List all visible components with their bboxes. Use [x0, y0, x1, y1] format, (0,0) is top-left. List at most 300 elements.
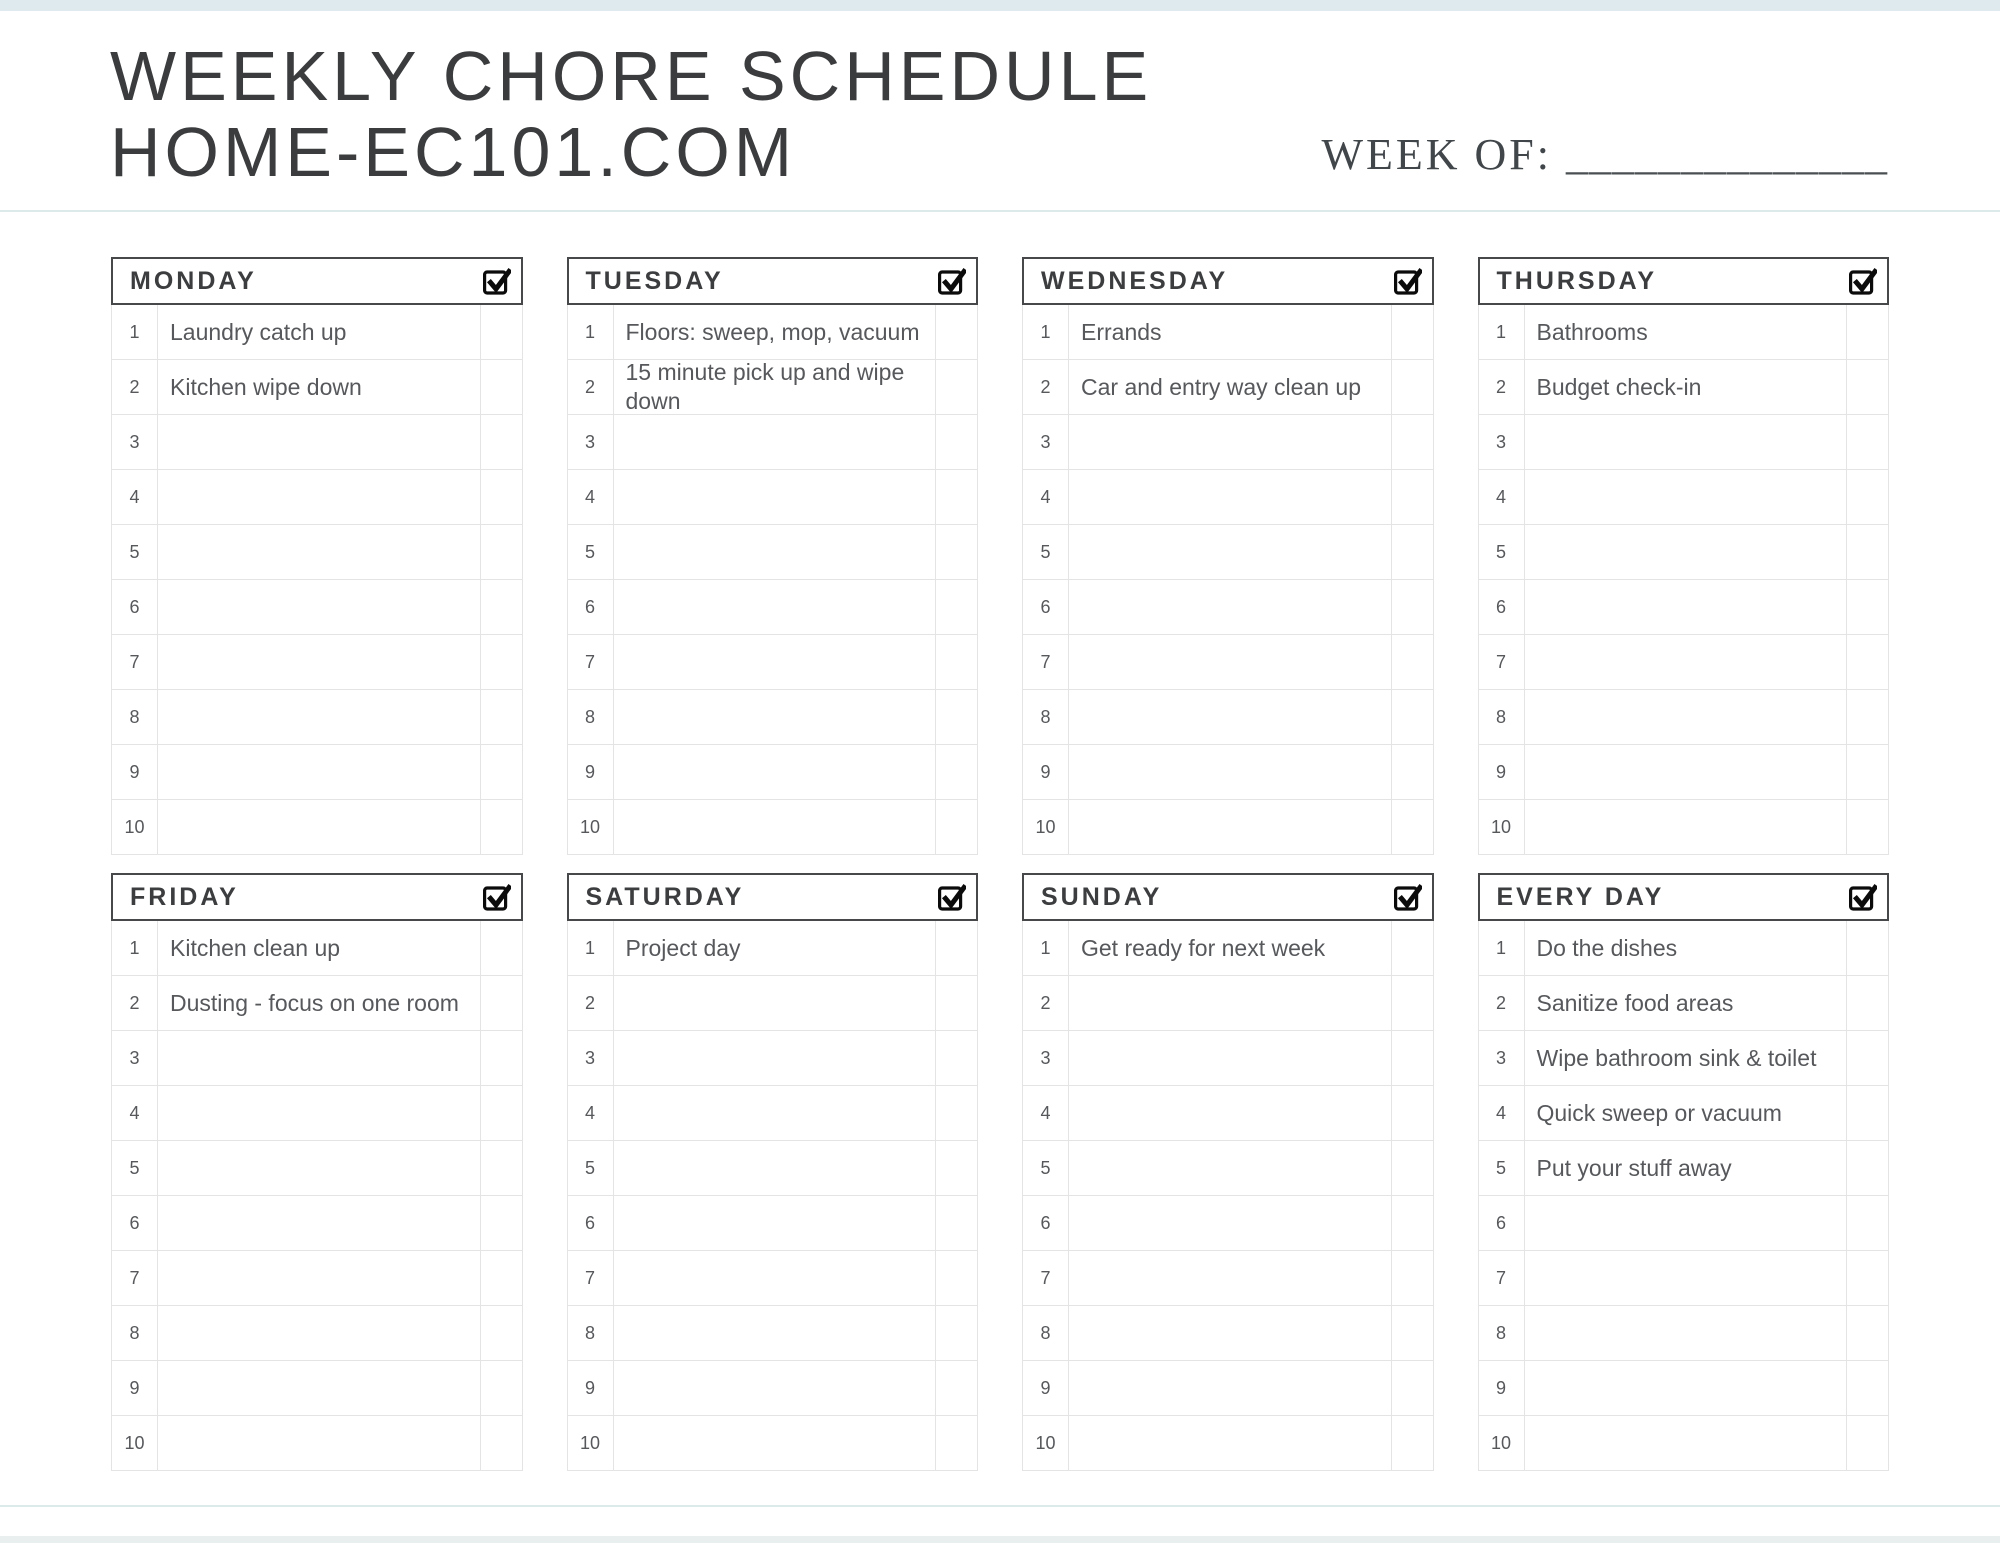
- row-number: 8: [568, 690, 614, 744]
- task-check-cell: [1846, 976, 1888, 1030]
- row-number: 9: [112, 1361, 158, 1415]
- day-name-label: THURSDAY: [1496, 266, 1658, 295]
- chore-row-5: [1023, 1141, 1433, 1196]
- task-check-cell: [1391, 580, 1433, 634]
- chore-row-2: [568, 976, 978, 1031]
- chore-rows: [111, 305, 523, 855]
- task-check-cell: [1391, 800, 1433, 854]
- row-number: 4: [1479, 470, 1525, 524]
- row-number: 5: [1023, 1141, 1069, 1195]
- task-cell: [1525, 415, 1847, 469]
- task-check-cell: [935, 1031, 977, 1085]
- checked-checkbox-icon: [1393, 267, 1422, 296]
- row-number: 8: [568, 1306, 614, 1360]
- task-cell: Put your stuff away: [1536, 1154, 1732, 1181]
- task-check-cell: [935, 976, 977, 1030]
- row-number: 7: [1023, 1251, 1069, 1305]
- day-cards-grid: [0, 257, 2000, 1471]
- row-number: 9: [1023, 1361, 1069, 1415]
- row-number: 10: [1023, 800, 1069, 854]
- task-cell: [1525, 690, 1847, 744]
- chore-row-10: [568, 1416, 978, 1471]
- chore-row-7: [568, 1251, 978, 1306]
- task-check-cell: [1391, 745, 1433, 799]
- task-cell: Do the dishes: [1536, 934, 1678, 961]
- day-card-header: [1478, 257, 1890, 305]
- row-number: 2: [1023, 976, 1069, 1030]
- task-cell: [158, 1031, 480, 1085]
- task-cell: [158, 635, 480, 689]
- row-number: 7: [1479, 1251, 1525, 1305]
- footer-divider: [0, 1505, 2000, 1507]
- day-name-label: MONDAY: [130, 266, 257, 295]
- task-check-cell: [1391, 305, 1433, 359]
- chore-row-1: [1479, 921, 1889, 976]
- task-check-cell: [935, 1141, 977, 1195]
- task-check-cell: [1391, 921, 1433, 975]
- chore-row-5: [112, 525, 522, 580]
- chore-row-5: [568, 1141, 978, 1196]
- row-number: 4: [1479, 1086, 1525, 1140]
- task-cell: [158, 1086, 480, 1140]
- chore-rows: [1022, 921, 1434, 1471]
- task-cell: Floors: sweep, mop, vacuum: [625, 318, 920, 345]
- task-cell: [1525, 1306, 1847, 1360]
- chore-row-1: [112, 921, 522, 976]
- task-cell: [1069, 745, 1391, 799]
- chore-row-2: [1479, 360, 1889, 415]
- task-cell: Bathrooms: [1536, 318, 1648, 345]
- chore-row-5: [1479, 1141, 1889, 1196]
- task-check-cell: [1391, 1361, 1433, 1415]
- row-number: 8: [112, 690, 158, 744]
- day-card-friday: [111, 873, 523, 1471]
- chore-row-4: [1023, 470, 1433, 525]
- chore-row-3: [568, 415, 978, 470]
- task-cell: [614, 415, 936, 469]
- chore-row-5: [568, 525, 978, 580]
- row-number: 10: [1479, 800, 1525, 854]
- task-cell: [614, 525, 936, 579]
- bottom-accent-strip: [0, 1536, 2000, 1543]
- task-cell: [614, 470, 936, 524]
- task-check-cell: [935, 1361, 977, 1415]
- task-cell: [614, 976, 936, 1030]
- top-accent-strip: [0, 0, 2000, 11]
- task-check-cell: [935, 1416, 977, 1470]
- chore-row-7: [1023, 635, 1433, 690]
- row-number: 10: [112, 800, 158, 854]
- row-number: 6: [1023, 580, 1069, 634]
- chore-row-4: [112, 470, 522, 525]
- task-check-cell: [1846, 1416, 1888, 1470]
- page-title-line2: HOME-EC101.COM: [110, 112, 797, 191]
- chore-row-6: [112, 1196, 522, 1251]
- task-check-cell: [935, 1086, 977, 1140]
- task-check-cell: [1846, 415, 1888, 469]
- row-number: 8: [112, 1306, 158, 1360]
- chore-row-5: [1479, 525, 1889, 580]
- task-cell: Kitchen clean up: [170, 934, 341, 961]
- task-cell: [158, 1141, 480, 1195]
- row-number: 4: [112, 470, 158, 524]
- task-cell: [614, 1196, 936, 1250]
- page-title: [110, 39, 1152, 190]
- row-number: 1: [1023, 921, 1069, 975]
- chore-rows: [1022, 305, 1434, 855]
- task-cell: Kitchen wipe down: [170, 373, 362, 400]
- row-number: 7: [1479, 635, 1525, 689]
- chore-row-8: [112, 690, 522, 745]
- task-cell: [1069, 976, 1391, 1030]
- task-check-cell: [480, 415, 522, 469]
- row-number: 10: [568, 1416, 614, 1470]
- task-cell: [1525, 470, 1847, 524]
- day-card-header: [567, 873, 979, 921]
- task-cell: [614, 1031, 936, 1085]
- chore-row-6: [568, 1196, 978, 1251]
- task-check-cell: [1846, 1141, 1888, 1195]
- task-check-cell: [480, 1251, 522, 1305]
- task-check-cell: [1846, 1306, 1888, 1360]
- chore-row-2: [112, 360, 522, 415]
- chore-row-8: [1023, 690, 1433, 745]
- task-cell: [614, 745, 936, 799]
- chore-row-7: [1479, 635, 1889, 690]
- task-cell: [1069, 525, 1391, 579]
- row-number: 3: [1479, 415, 1525, 469]
- task-check-cell: [935, 690, 977, 744]
- task-check-cell: [1846, 1031, 1888, 1085]
- task-check-cell: [935, 800, 977, 854]
- chore-row-4: [568, 470, 978, 525]
- task-cell: [158, 470, 480, 524]
- task-check-cell: [935, 1306, 977, 1360]
- row-number: 9: [1479, 745, 1525, 799]
- task-cell: [158, 525, 480, 579]
- day-card-sunday: [1022, 873, 1434, 1471]
- task-cell: [158, 800, 480, 854]
- task-cell: [1525, 745, 1847, 799]
- row-number: 3: [568, 415, 614, 469]
- task-check-cell: [1391, 976, 1433, 1030]
- task-cell: [614, 635, 936, 689]
- task-cell: [158, 1361, 480, 1415]
- row-number: 4: [1023, 1086, 1069, 1140]
- row-number: 6: [568, 580, 614, 634]
- chore-row-1: [112, 305, 522, 360]
- page-title-line1: WEEKLY CHORE SCHEDULE: [110, 37, 1153, 115]
- row-number: 9: [568, 1361, 614, 1415]
- chore-rows: [111, 921, 523, 1471]
- chore-row-3: [1479, 415, 1889, 470]
- row-number: 1: [568, 921, 614, 975]
- task-check-cell: [1846, 1086, 1888, 1140]
- row-number: 10: [112, 1416, 158, 1470]
- chore-row-5: [1023, 525, 1433, 580]
- row-number: 2: [568, 360, 614, 414]
- chore-row-10: [1479, 800, 1889, 855]
- task-check-cell: [480, 745, 522, 799]
- row-number: 9: [112, 745, 158, 799]
- task-check-cell: [1846, 921, 1888, 975]
- task-cell: [614, 1251, 936, 1305]
- task-cell: [1069, 580, 1391, 634]
- chore-row-4: [568, 1086, 978, 1141]
- row-number: 10: [568, 800, 614, 854]
- task-check-cell: [480, 525, 522, 579]
- row-number: 7: [1023, 635, 1069, 689]
- task-cell: Errands: [1081, 318, 1162, 345]
- chore-row-4: [1479, 1086, 1889, 1141]
- day-card-thursday: [1478, 257, 1890, 855]
- day-card-header: [1022, 873, 1434, 921]
- chore-row-6: [1023, 580, 1433, 635]
- chore-row-5: [112, 1141, 522, 1196]
- task-cell: Get ready for next week: [1081, 934, 1326, 961]
- day-card-every-day: [1478, 873, 1890, 1471]
- row-number: 7: [112, 635, 158, 689]
- chore-row-10: [568, 800, 978, 855]
- row-number: 7: [568, 635, 614, 689]
- task-cell: [614, 1141, 936, 1195]
- task-check-cell: [935, 635, 977, 689]
- day-name-label: SATURDAY: [585, 882, 745, 911]
- chore-rows: [1478, 305, 1890, 855]
- chore-row-1: [1479, 305, 1889, 360]
- task-cell: [1069, 635, 1391, 689]
- chore-row-4: [1479, 470, 1889, 525]
- task-cell: [614, 690, 936, 744]
- task-cell: Car and entry way clean up: [1081, 373, 1361, 400]
- task-cell: [1069, 1086, 1391, 1140]
- task-check-cell: [1846, 1196, 1888, 1250]
- task-check-cell: [480, 305, 522, 359]
- task-check-cell: [1391, 470, 1433, 524]
- chore-rows: [567, 921, 979, 1471]
- day-name-label: WEDNESDAY: [1041, 266, 1229, 295]
- task-cell: [1069, 470, 1391, 524]
- task-cell: [158, 1416, 480, 1470]
- chore-row-9: [112, 1361, 522, 1416]
- row-number: 10: [1479, 1416, 1525, 1470]
- chore-row-1: [568, 305, 978, 360]
- chore-row-3: [1479, 1031, 1889, 1086]
- chore-rows: [1478, 921, 1890, 1471]
- row-number: 6: [1023, 1196, 1069, 1250]
- row-number: 5: [112, 1141, 158, 1195]
- task-check-cell: [1846, 745, 1888, 799]
- chore-row-2: [1023, 360, 1433, 415]
- row-number: 8: [1023, 690, 1069, 744]
- chore-row-1: [568, 921, 978, 976]
- task-cell: [158, 745, 480, 799]
- task-check-cell: [480, 976, 522, 1030]
- row-number: 6: [112, 1196, 158, 1250]
- task-cell: [1069, 1251, 1391, 1305]
- week-of-label: WEEK OF:: [1321, 130, 1552, 180]
- task-cell: [1069, 415, 1391, 469]
- row-number: 9: [1479, 1361, 1525, 1415]
- task-check-cell: [1391, 1141, 1433, 1195]
- task-cell: [158, 415, 480, 469]
- task-check-cell: [1391, 1031, 1433, 1085]
- chore-row-6: [1479, 580, 1889, 635]
- task-check-cell: [935, 305, 977, 359]
- chore-row-3: [112, 415, 522, 470]
- day-card-header: [111, 873, 523, 921]
- task-check-cell: [935, 525, 977, 579]
- chore-row-9: [568, 1361, 978, 1416]
- row-number: 5: [1479, 1141, 1525, 1195]
- row-number: 3: [1023, 415, 1069, 469]
- task-check-cell: [1846, 635, 1888, 689]
- chore-row-2: [1023, 976, 1433, 1031]
- task-cell: [1525, 1416, 1847, 1470]
- row-number: 9: [568, 745, 614, 799]
- task-cell: [1525, 525, 1847, 579]
- task-check-cell: [480, 1306, 522, 1360]
- row-number: 5: [1479, 525, 1525, 579]
- task-cell: [158, 1306, 480, 1360]
- row-number: 3: [1023, 1031, 1069, 1085]
- task-cell: Project day: [625, 934, 741, 961]
- row-number: 6: [1479, 580, 1525, 634]
- day-card-header: [1022, 257, 1434, 305]
- chore-row-8: [1023, 1306, 1433, 1361]
- chore-row-10: [112, 1416, 522, 1471]
- row-number: 3: [112, 415, 158, 469]
- task-check-cell: [480, 1141, 522, 1195]
- chore-row-10: [1023, 800, 1433, 855]
- day-name-label: TUESDAY: [585, 266, 724, 295]
- checked-checkbox-icon: [1848, 883, 1877, 912]
- day-card-monday: [111, 257, 523, 855]
- row-number: 2: [568, 976, 614, 1030]
- day-card-wednesday: [1022, 257, 1434, 855]
- row-number: 1: [112, 305, 158, 359]
- chore-row-10: [1023, 1416, 1433, 1471]
- row-number: 6: [112, 580, 158, 634]
- task-check-cell: [1391, 360, 1433, 414]
- chore-row-9: [1023, 1361, 1433, 1416]
- row-number: 7: [568, 1251, 614, 1305]
- day-name-label: FRIDAY: [130, 882, 239, 911]
- task-check-cell: [480, 1361, 522, 1415]
- row-number: 10: [1023, 1416, 1069, 1470]
- task-cell: [1069, 1416, 1391, 1470]
- chore-row-7: [568, 635, 978, 690]
- chore-row-2: [112, 976, 522, 1031]
- chore-row-6: [1479, 1196, 1889, 1251]
- chore-row-9: [1479, 1361, 1889, 1416]
- chore-row-1: [1023, 921, 1433, 976]
- row-number: 6: [568, 1196, 614, 1250]
- task-check-cell: [1846, 580, 1888, 634]
- checked-checkbox-icon: [937, 883, 966, 912]
- task-check-cell: [1391, 1306, 1433, 1360]
- task-cell: [158, 690, 480, 744]
- row-number: 2: [1023, 360, 1069, 414]
- chore-row-4: [112, 1086, 522, 1141]
- chore-row-7: [112, 635, 522, 690]
- task-cell: Budget check-in: [1536, 373, 1702, 400]
- task-check-cell: [1846, 690, 1888, 744]
- chore-row-4: [1023, 1086, 1433, 1141]
- chore-row-7: [1479, 1251, 1889, 1306]
- chore-row-3: [112, 1031, 522, 1086]
- day-card-header: [1478, 873, 1890, 921]
- page-header: [0, 11, 2000, 210]
- task-check-cell: [480, 1086, 522, 1140]
- chore-rows: [567, 305, 979, 855]
- row-number: 7: [112, 1251, 158, 1305]
- task-check-cell: [480, 470, 522, 524]
- task-check-cell: [1391, 1416, 1433, 1470]
- chore-row-10: [1479, 1416, 1889, 1471]
- task-cell: [158, 1196, 480, 1250]
- task-cell: [1525, 1251, 1847, 1305]
- checked-checkbox-icon: [937, 267, 966, 296]
- row-number: 5: [568, 1141, 614, 1195]
- task-cell: Sanitize food areas: [1536, 989, 1734, 1016]
- day-card-header: [567, 257, 979, 305]
- chore-row-2: [1479, 976, 1889, 1031]
- task-cell: [1069, 1031, 1391, 1085]
- row-number: 3: [112, 1031, 158, 1085]
- task-cell: Dusting - focus on one room: [170, 989, 459, 1016]
- task-check-cell: [480, 800, 522, 854]
- task-check-cell: [935, 1196, 977, 1250]
- task-cell: Quick sweep or vacuum: [1536, 1099, 1782, 1126]
- chore-row-7: [112, 1251, 522, 1306]
- task-cell: [1069, 1361, 1391, 1415]
- task-cell: [1525, 800, 1847, 854]
- task-cell: [1525, 1361, 1847, 1415]
- row-number: 1: [1479, 305, 1525, 359]
- task-check-cell: [480, 635, 522, 689]
- checked-checkbox-icon: [482, 883, 511, 912]
- task-check-cell: [480, 1196, 522, 1250]
- task-check-cell: [1391, 1086, 1433, 1140]
- task-check-cell: [1846, 360, 1888, 414]
- week-of-blank-line: ______________: [1566, 130, 1888, 180]
- day-card-tuesday: [567, 257, 979, 855]
- task-check-cell: [480, 1416, 522, 1470]
- week-of: [1321, 129, 1888, 190]
- row-number: 8: [1479, 690, 1525, 744]
- row-number: 4: [1023, 470, 1069, 524]
- chore-row-1: [1023, 305, 1433, 360]
- header-divider: [0, 210, 2000, 212]
- task-cell: [1525, 1196, 1847, 1250]
- row-number: 1: [568, 305, 614, 359]
- task-cell: 15 minute pick up and wipe down: [625, 359, 905, 415]
- chore-row-6: [112, 580, 522, 635]
- row-number: 2: [1479, 976, 1525, 1030]
- row-number: 3: [568, 1031, 614, 1085]
- chore-row-8: [568, 1306, 978, 1361]
- chore-row-6: [1023, 1196, 1433, 1251]
- task-cell: [158, 580, 480, 634]
- chore-row-8: [1479, 1306, 1889, 1361]
- chore-row-7: [1023, 1251, 1433, 1306]
- chore-row-8: [568, 690, 978, 745]
- task-cell: Wipe bathroom sink & toilet: [1536, 1044, 1817, 1071]
- day-card-header: [111, 257, 523, 305]
- task-check-cell: [1391, 635, 1433, 689]
- day-name-label: EVERY DAY: [1496, 882, 1665, 911]
